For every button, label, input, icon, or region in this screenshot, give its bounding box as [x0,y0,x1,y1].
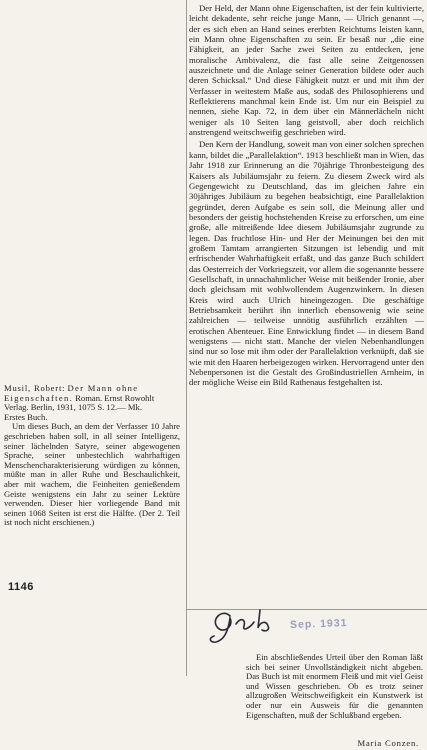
column-divider [186,0,187,676]
page-number: 1146 [8,581,34,593]
date-stamp: Sep. 1931 [289,617,348,631]
review-conclusion [246,653,423,720]
entry-header [4,384,180,422]
review-paragraph-2: Den Kern der Handlung, soweit man von einer solchen sprechen kann, bildet die „Parallelaktion“. 1913 beschließt man in Wien, das Jahr 1918 zur Erinnerung an die 70jährige Thronbesteigung des Kaisers als Jubiläumsjahr zu feiern. Zu diesem Zweck wird als Gegengewicht zu Deutschland, das im gleichen Jahre ein 30jähriges Jubiläum zu begehen beabsichtigt, eine Parallelaktion gegründet, deren Aufgabe es sein soll, die Meinung aller und besonders der geistig hochstehenden Kreise zu erforschen, um eine große, alle mitreißende Idee diesem Jubiläumsjahr zugrunde zu legen. Das fruchtlose Hin- und Her der Meinungen bei den mit großem Tamtam arrangierten Sitzungen ist lebendig und mit erfrischender Wahrhaftigkeit erfaßt, und das ganze Buch schildert das Oesterreich der Vorkriegszeit, vor allem die sogenannte bessere Gesellschaft, in unnachahmlicher Weise mit beißender Ironie, aber doch gleichsam mit wohlwollendem Augenzwinkern. In diesen Kreis wird auch Ulrich hineingezogen. Die geschäftige Betriebsamkeit berührt ihn innerlich ebensowenig wie seine zahlreichen — teilweise unnötig ausführlich erzählten — erotischen Abenteuer. Eine Entwicklung findet — in diesem Band wenigstens — nicht statt. Manche der vielen Nebenhandlungen sind nur so lose mit ihm oder der Parallelaktion verknüpft, daß sie wie mit den Haaren herbeigezogen wirken. Hervorragend unter den Nebenpersonen ist die Gestalt des Großindustriellen Arnheim, in der mögliche Weise ein Bild Rathenaus festgehalten ist. [189,139,424,388]
edition-note: Erstes Buch. [4,411,48,422]
book-title: Der Mann ohne Eigenschaften. [4,383,139,403]
publisher-info: Roman. Ernst Rowohlt Verlag. Berlin, 1931, 1075 S. 12.— Mk. [4,392,155,413]
bibliographic-entry [4,384,180,528]
review-text [189,3,424,388]
reviewer-signature: Maria Conzen. [357,738,419,748]
review-paragraph-1: Der Held, der Mann ohne Eigenschaften, ist der fein kultivierte, leicht dekadente, sehr reiche junge Mann, — Ulrich genannt —, der es sich eben an Hand seines ererbten Reichtums leisten kann, ein Mann ohne Eigenschaften zu sein. Er besaß nur „die eine Fähigkeit, an jeder Sache zwei Seiten zu entdecken, jene moralische Ambivalenz, die fast alle seine Zeitgenossen auszeichnete und die Anlage seiner Generation bildete oder auch deren Schicksal.“ Und diese Fähigkeit nutzt er und mit ihm der Verfasser in weitestem Maße aus, sodaß des Philosophierens und Reflektierens manchmal kein Ende ist. Um nur ein Beispiel zu nennen, siehe Kap. 72, in dem über ein Männerlächeln nicht weniger als 10 Seiten lang geistvoll, aber doch reichlich anstrengend weitschweifig geschrieben wird. [189,3,424,138]
conclusion-paragraph: Ein abschließendes Urteil über den Roman läßt sich bei seiner Unvollständigkeit nicht abgeben. Das Buch ist mit enormem Fleiß und mit viel Geist und Wissen geschrieben. Ob es trotz seiner allzugroßen Weitschweifigkeit ein Kunstwerk ist oder nur ein Ausweis für die genannten Eigenschaften, muß der Schlußband ergeben. [246,652,423,720]
entry-summary: Um dieses Buch, an dem der Verfasser 10 Jahre geschrieben haben soll, in all seiner Intelligenz, seiner lächelnden Satyre, seiner abgewogenen Sprache, seiner unbestechlich wahrhaftigen Menschencharakterisierung würdigen zu können, müßte man in aller Ruhe und Beschaulichkeit, aber mit wachem, die Feinheiten genießendem Geiste wenigstens ein Jahr zu seiner Lektüre verwenden. Dieser hier vorliegende Band mit seinen 1068 Seiten ist erst die Hälfte. (Der 2. Teil ist noch nicht erschienen.) [4,421,180,528]
author-name: Musil, Robert: [4,383,66,393]
